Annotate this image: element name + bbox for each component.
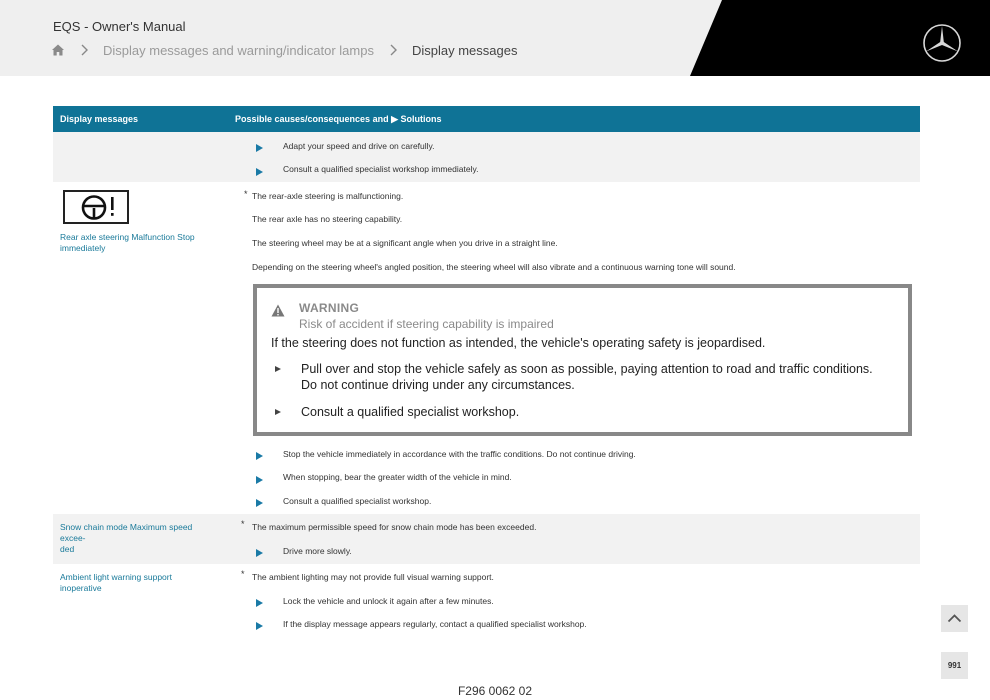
chevron-up-icon	[941, 605, 968, 632]
solution-text: Consult a qualified specialist workshop immediately.	[283, 164, 479, 174]
warning-step: Consult a qualified specialist workshop.	[301, 405, 520, 419]
chevron-right-icon	[80, 44, 90, 56]
chevron-right-icon	[389, 44, 399, 56]
solution-text: Stop the vehicle immediately in accordance with the traffic conditions. Do not continue driving.	[283, 449, 636, 459]
arrow-bullet-icon	[256, 599, 263, 607]
table-row	[53, 132, 920, 182]
display-message-text: Rear axle steering Malfunction Stop immediately	[60, 232, 195, 253]
column-header-causes: Possible causes/consequences and ▶ Solutions	[235, 114, 442, 124]
bullet-star: *	[241, 569, 245, 579]
page-number-button[interactable]: 991	[941, 652, 968, 679]
manual-title: EQS - Owner's Manual	[53, 19, 186, 34]
breadcrumb-item-display-messages[interactable]: Display messages	[411, 42, 518, 58]
bullet-star: *	[244, 189, 248, 199]
solution-text: Lock the vehicle and unlock it again after a few minutes.	[283, 596, 494, 606]
cause-text: The rear-axle steering is malfunctioning.	[252, 191, 404, 201]
arrow-bullet-icon	[256, 622, 263, 630]
footer-code: F296 0062 02	[457, 684, 533, 698]
cause-text: The rear axle has no steering capability.	[252, 214, 403, 224]
indicator-lamp-box	[63, 190, 129, 224]
cause-text: The maximum permissible speed for snow chain mode has been exceeded.	[252, 522, 537, 532]
table-header	[53, 106, 920, 132]
solution-text: Consult a qualified specialist workshop.	[283, 496, 432, 506]
arrow-bullet-icon	[256, 476, 263, 484]
scroll-to-top-button[interactable]	[941, 605, 968, 632]
column-header-messages: Display messages	[60, 114, 139, 124]
mercedes-star-logo-icon	[922, 23, 962, 63]
home-icon[interactable]	[51, 43, 65, 57]
breadcrumb	[51, 41, 517, 59]
solution-text: Drive more slowly.	[283, 546, 352, 556]
display-message-text: Ambient light warning support inoperative	[60, 572, 172, 593]
display-message-text	[60, 522, 210, 555]
warning-subtitle: Risk of accident if steering capability is impaired	[299, 317, 554, 331]
arrow-bullet-icon	[275, 366, 281, 372]
arrow-bullet-icon	[256, 499, 263, 507]
breadcrumb-item-warning-lamps[interactable]: Display messages and warning/indicator lamps	[103, 42, 374, 58]
cause-text: Depending on the steering wheel's angled position, the steering wheel will also vibrate and a continuous warning tone will sound.	[252, 262, 736, 272]
warning-box	[253, 284, 912, 436]
warning-title: WARNING	[299, 301, 360, 315]
arrow-bullet-icon	[275, 409, 281, 415]
arrow-bullet-icon	[256, 168, 263, 176]
solution-text: Adapt your speed and drive on carefully.	[283, 141, 435, 151]
arrow-bullet-icon	[256, 144, 263, 152]
solution-text: When stopping, bear the greater width of the vehicle in mind.	[283, 472, 512, 482]
warning-text: If the steering does not function as intended, the vehicle's operating safety is jeopardised.	[271, 336, 766, 350]
arrow-bullet-icon	[256, 549, 263, 557]
solution-text: If the display message appears regularly, contact a qualified specialist workshop.	[283, 619, 587, 629]
cause-text: The steering wheel may be at a significant angle when you drive in a straight line.	[252, 238, 558, 248]
display-message-line: ded	[60, 544, 75, 554]
steering-wheel-exclamation-icon	[65, 192, 127, 222]
warning-step-continued: Do not continue driving under any circumstances.	[301, 378, 575, 392]
table-row	[53, 182, 920, 514]
display-messages-table	[53, 106, 920, 638]
display-message-line: Snow chain mode Maximum speed excee-	[60, 522, 193, 543]
cause-text: The ambient lighting may not provide full visual warning support.	[252, 572, 494, 582]
arrow-bullet-icon	[256, 452, 263, 460]
top-header	[0, 0, 990, 76]
bullet-star: *	[241, 519, 245, 529]
warning-step: Pull over and stop the vehicle safely as soon as possible, paying attention to road and traffic conditions.	[301, 362, 873, 376]
table-row	[53, 564, 920, 638]
warning-triangle-icon	[271, 304, 285, 317]
table-row	[53, 514, 920, 564]
